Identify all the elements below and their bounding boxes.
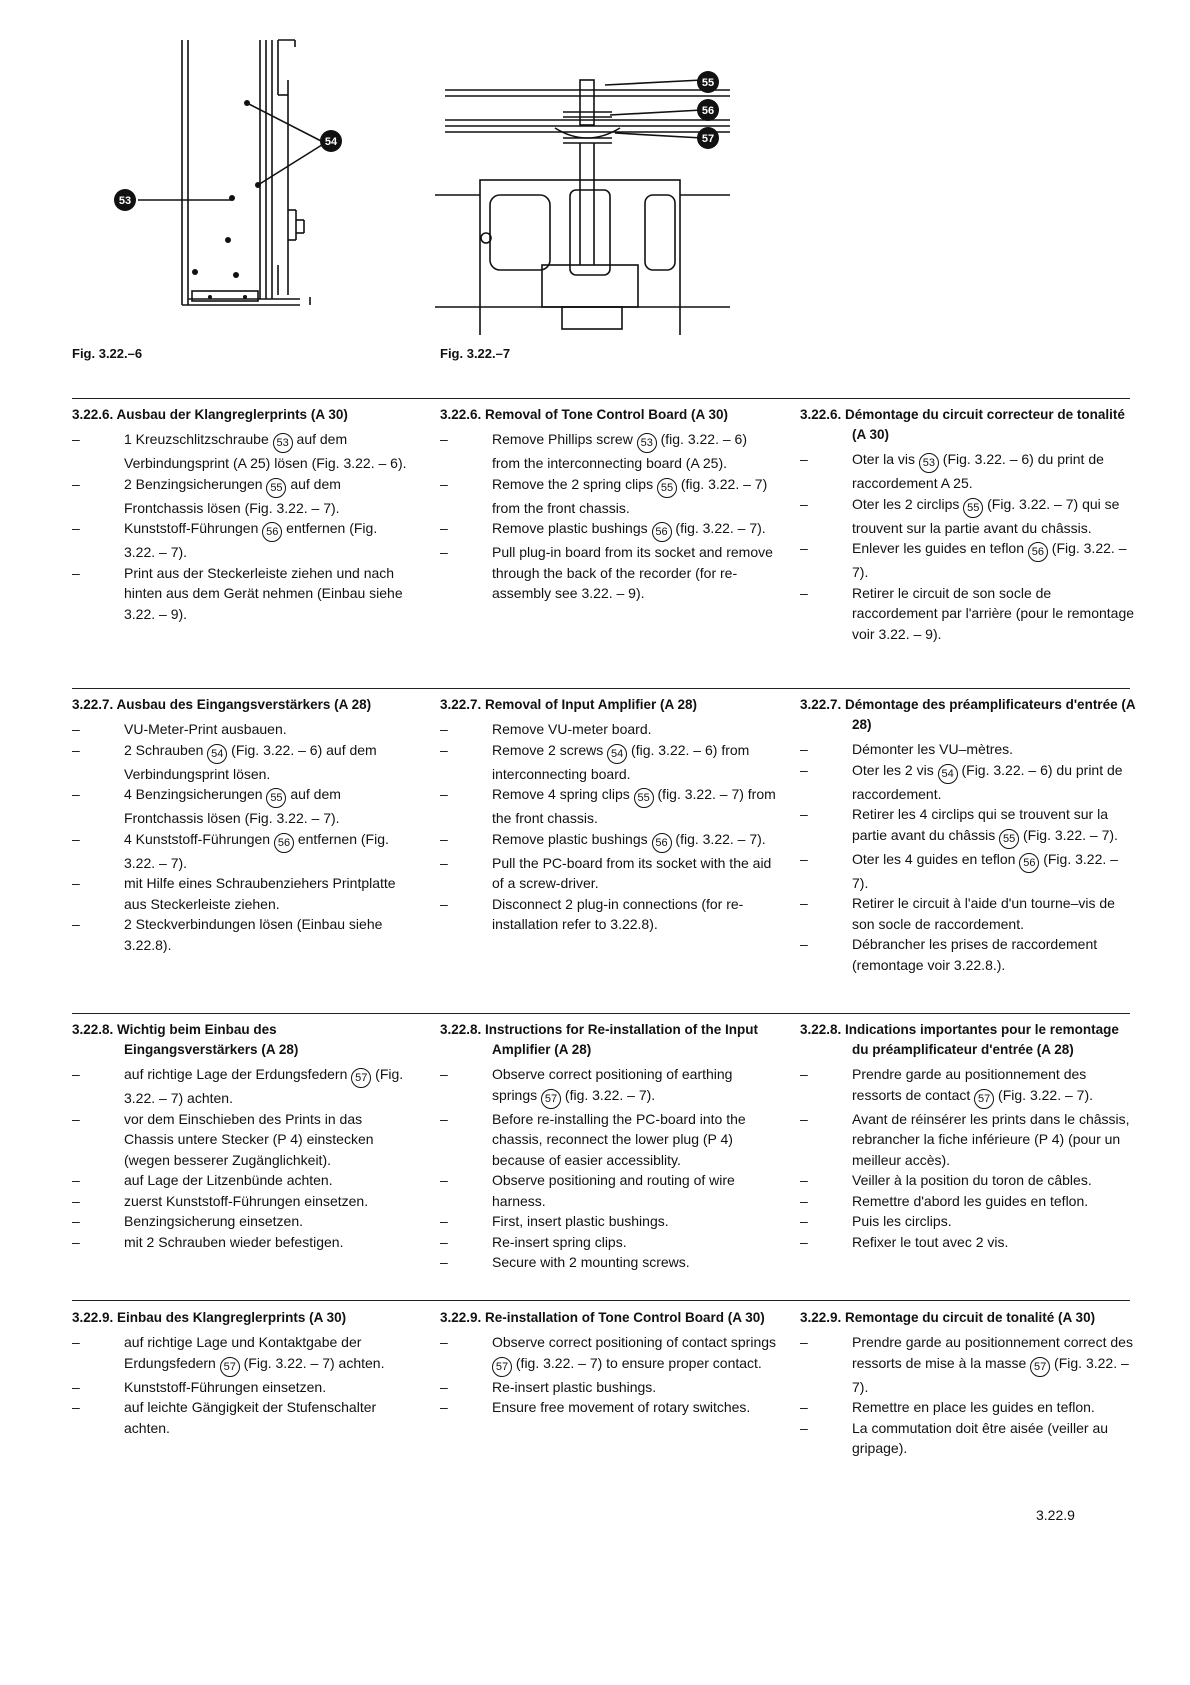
part-ref-badge: 55 — [266, 478, 286, 498]
list-item — [800, 1170, 1138, 1191]
rule-3 — [72, 1013, 1130, 1014]
list-item — [800, 449, 1138, 494]
list-item — [440, 719, 778, 740]
part-ref-badge: 57 — [1030, 1357, 1050, 1377]
bullet-dash: – — [72, 916, 80, 932]
item-text: Re-insert plastic bushings. — [492, 1378, 657, 1395]
item-text: mit Hilfe eines Schraubenziehers Printplatte aus Steckerleiste ziehen. — [124, 875, 396, 912]
callout-55 — [697, 71, 719, 93]
bullet-dash: – — [800, 806, 808, 822]
item-text: Kunststoff-Führungen einsetzen. — [124, 1378, 327, 1395]
svg-text:55: 55 — [701, 77, 715, 89]
bullet-dash: – — [440, 830, 448, 847]
s7-fr — [800, 695, 1138, 975]
item-text: Oter les 2 vis — [852, 761, 938, 778]
list-item — [440, 1377, 778, 1398]
bullet-dash: – — [440, 741, 448, 758]
part-ref-badge: 53 — [273, 433, 293, 453]
callout-56 — [697, 99, 719, 121]
bullet-dash: – — [800, 1066, 808, 1082]
s6-en — [440, 405, 778, 604]
list-item — [440, 740, 778, 785]
s9-en — [440, 1308, 778, 1418]
bullet-dash: – — [72, 1334, 80, 1350]
item-text: Print aus der Steckerleiste ziehen und nach hinten aus dem Gerät nehmen (Einbau siehe 3.22. – 9). — [124, 564, 403, 622]
list-item — [72, 429, 410, 474]
s8-en — [440, 1020, 778, 1273]
list-item — [800, 1211, 1138, 1232]
bullet-dash: – — [800, 1172, 808, 1188]
item-text-cont: entfernen (Fig. 3.22. – 7). — [124, 830, 389, 871]
item-text: Oter les 2 circlips — [852, 495, 964, 512]
list-item — [440, 1397, 778, 1418]
item-text: Observe correct positioning of contact springs — [492, 1334, 777, 1350]
bullet-dash: – — [72, 564, 80, 581]
item-text: Remove plastic bushings — [492, 830, 652, 847]
list-item — [72, 1064, 410, 1109]
bullet-dash: – — [72, 1192, 80, 1209]
s9-de-title: 3.22.9. Einbau des Klangreglerprints (A 30) — [72, 1310, 347, 1325]
list-item — [440, 1170, 778, 1211]
s7-en-title: 3.22.7. Removal of Input Amplifier (A 28) — [440, 697, 698, 712]
bullet-dash: – — [800, 1192, 808, 1209]
item-text-cont: (fig. 3.22. – 7) from the front chassis. — [492, 786, 776, 826]
list-item — [440, 1211, 778, 1232]
bullet-dash: – — [440, 475, 448, 492]
part-ref-badge: 55 — [266, 788, 286, 808]
bullet-dash: – — [72, 741, 80, 758]
s7-fr-title: 3.22.7. Démontage des préamplificateurs d'entrée (A 28) — [800, 697, 1136, 732]
list-item — [440, 1332, 778, 1377]
item-text: Kunststoff-Führungen — [124, 520, 263, 536]
item-text: Remove 2 screws — [492, 741, 608, 758]
item-text-cont: (Fig. 3.22. – 6) auf dem Verbindungsprint lösen. — [124, 741, 377, 782]
item-text: Remove Phillips screw — [492, 431, 637, 447]
list-item — [800, 1232, 1138, 1253]
fig-6-label: Fig. 3.22.–6 — [72, 346, 143, 361]
list-item — [800, 538, 1138, 583]
list-item — [72, 740, 410, 785]
bullet-dash: – — [800, 1110, 808, 1127]
part-ref-badge: 54 — [938, 764, 958, 784]
bullet-dash: – — [440, 1213, 448, 1229]
item-text: Remove plastic bushings — [492, 520, 652, 536]
item-text: 4 Benzingsicherungen — [124, 786, 267, 802]
list-item — [72, 719, 410, 740]
bullet-dash: – — [800, 936, 808, 952]
bullet-dash: – — [72, 1233, 80, 1250]
list-item — [800, 494, 1138, 539]
bullet-dash: – — [72, 786, 80, 802]
s9-fr — [800, 1308, 1138, 1459]
part-ref-badge: 57 — [541, 1089, 561, 1109]
bullet-dash: – — [72, 1172, 80, 1188]
item-text: Secure with 2 mounting screws. — [492, 1254, 690, 1270]
bullet-dash: – — [800, 1233, 808, 1250]
list-item — [440, 829, 778, 853]
item-text-cont: (Fig. 3.22. – 7). — [1019, 826, 1118, 843]
part-ref-badge: 57 — [974, 1089, 994, 1109]
s7-en — [440, 695, 778, 935]
item-text: zuerst Kunststoff-Führungen einsetzen. — [124, 1192, 369, 1209]
item-text: Enlever les guides en teflon — [852, 540, 1028, 556]
list-item — [800, 1418, 1138, 1459]
item-text: mit 2 Schrauben wieder befestigen. — [124, 1233, 344, 1250]
list-item — [800, 1109, 1138, 1171]
list-item — [800, 849, 1138, 894]
item-text: Observe positioning and routing of wire harness. — [492, 1172, 735, 1209]
list-item — [800, 583, 1138, 645]
bullet-dash: – — [800, 1399, 808, 1415]
item-text: auf richtige Lage und Kontaktgabe der Erdungsfedern — [124, 1334, 362, 1371]
bullet-dash: – — [800, 895, 808, 911]
item-text: 4 Kunststoff-Führungen — [124, 830, 274, 847]
bullet-dash: – — [440, 1110, 448, 1127]
bullet-dash: – — [800, 584, 808, 601]
item-text: Benzingsicherung einsetzen. — [124, 1213, 304, 1229]
bullet-dash: – — [440, 1399, 448, 1415]
part-ref-badge: 56 — [652, 522, 672, 542]
bullet-dash: – — [72, 1110, 80, 1127]
bullet-dash: – — [440, 544, 448, 560]
item-text: Veiller à la position du toron de câbles. — [852, 1172, 1092, 1188]
list-item — [800, 1332, 1138, 1397]
list-item — [440, 518, 778, 542]
item-text-cont: auf dem Verbindungsprint (A 25) lösen (Fig. 3.22. – 6). — [124, 431, 407, 471]
list-item — [440, 853, 778, 894]
item-text: Re-insert spring clips. — [492, 1233, 627, 1250]
bullet-dash: – — [440, 854, 448, 871]
item-text: VU-Meter-Print ausbauen. — [124, 721, 287, 737]
bullet-dash: – — [800, 741, 808, 757]
bullet-dash: – — [440, 1172, 448, 1188]
bullet-dash: – — [800, 1334, 808, 1350]
item-text-cont: (fig. 3.22. – 7) to ensure proper contact. — [512, 1354, 762, 1371]
item-text-cont: (Fig. 3.22. – 7). — [852, 850, 1118, 891]
item-text: Disconnect 2 plug-in connections (for re-installation refer to 3.22.8). — [492, 895, 744, 932]
item-text: Oter la vis — [852, 451, 919, 467]
item-text: Remettre d'abord les guides en teflon. — [852, 1192, 1089, 1209]
list-item — [800, 804, 1138, 849]
part-ref-badge: 55 — [657, 478, 677, 498]
bullet-dash: – — [72, 431, 80, 447]
part-ref-badge: 57 — [492, 1357, 512, 1377]
item-text-cont: (fig. 3.22. – 7). — [561, 1086, 656, 1103]
list-item — [72, 873, 410, 914]
svg-text:56: 56 — [701, 105, 715, 117]
bullet-dash: – — [72, 830, 80, 847]
bullet-dash: – — [440, 1334, 448, 1350]
bullet-dash: – — [440, 520, 448, 536]
svg-text:57: 57 — [701, 133, 715, 145]
bullet-dash: – — [800, 850, 808, 867]
rule-2 — [72, 688, 1130, 689]
item-text-cont: (fig. 3.22. – 7). — [671, 830, 766, 847]
list-item — [72, 784, 410, 829]
item-text-cont: (fig. 3.22. – 7) from the front chassis. — [492, 475, 768, 516]
part-ref-badge: 54 — [607, 744, 627, 764]
s6-de-title: 3.22.6. Ausbau der Klangreglerprints (A 30) — [72, 407, 348, 422]
item-text: Prendre garde au positionnement des ressorts de contact — [852, 1066, 1087, 1103]
item-text-cont: (Fig. 3.22. – 6) du print de raccordement A 25. — [852, 451, 1104, 491]
item-text-cont: (fig. 3.22. – 6) from interconnecting board. — [492, 741, 750, 782]
rule-1 — [72, 398, 1130, 399]
item-text-cont: auf dem Frontchassis lösen (Fig. 3.22. – 7). — [124, 786, 341, 826]
bullet-dash: – — [72, 475, 80, 492]
item-text: Retirer les 4 circlips qui se trouvent sur la partie avant du châssis — [852, 806, 1108, 843]
s6-de — [72, 405, 410, 624]
item-text: 2 Schrauben — [124, 741, 208, 758]
part-ref-badge: 56 — [1028, 542, 1048, 562]
item-text: 2 Benzingsicherungen — [124, 475, 267, 492]
item-text: Remove VU-meter board. — [492, 721, 652, 737]
item-text-cont: entfernen (Fig. 3.22. – 7). — [124, 520, 378, 560]
item-text: Prendre garde au positionnement correct des ressorts de mise à la masse — [852, 1334, 1133, 1371]
callout-54 — [320, 130, 342, 152]
bullet-dash: – — [800, 1419, 808, 1436]
item-text: Retirer le circuit à l'aide d'un tourne–vis de son socle de raccordement. — [852, 895, 1115, 932]
list-item — [440, 1252, 778, 1273]
bullet-dash: – — [800, 1213, 808, 1229]
list-item — [440, 474, 778, 519]
bullet-dash: – — [72, 721, 80, 737]
item-text-cont: auf dem Frontchassis lösen (Fig. 3.22. – 7). — [124, 475, 341, 516]
part-ref-badge: 55 — [963, 498, 983, 518]
s8-fr-title: 3.22.8. Indications importantes pour le remontage du préamplificateur d'entrée (A 28) — [800, 1022, 1119, 1057]
bullet-dash: – — [72, 1213, 80, 1229]
item-text: Puis les circlips. — [852, 1213, 952, 1229]
s7-de — [72, 695, 410, 955]
callout-53 — [114, 189, 136, 211]
item-text: Observe correct positioning of earthing springs — [492, 1066, 733, 1103]
bullet-dash: – — [440, 1233, 448, 1250]
list-item — [72, 1377, 410, 1398]
bullet-dash: – — [440, 721, 448, 737]
svg-text:54: 54 — [324, 136, 338, 148]
bullet-dash: – — [800, 540, 808, 556]
bullet-dash: – — [440, 431, 448, 447]
part-ref-badge: 53 — [637, 433, 657, 453]
item-text: auf leichte Gängigkeit der Stufenschalter achten. — [124, 1399, 377, 1436]
bullet-dash: – — [440, 1254, 448, 1270]
s8-fr — [800, 1020, 1138, 1252]
item-text: First, insert plastic bushings. — [492, 1213, 669, 1229]
list-item — [72, 829, 410, 874]
figure-3-22-7 — [420, 70, 790, 335]
list-item — [440, 542, 778, 604]
item-text: Remove 4 spring clips — [492, 786, 634, 802]
rule-4 — [72, 1300, 1130, 1301]
list-item — [800, 1397, 1138, 1418]
s8-de — [72, 1020, 410, 1252]
part-ref-badge: 57 — [351, 1068, 371, 1088]
item-text: Oter les 4 guides en teflon — [852, 850, 1020, 867]
bullet-dash: – — [72, 1066, 80, 1082]
s6-fr-title: 3.22.6. Démontage du circuit correcteur de tonalité (A 30) — [800, 407, 1125, 442]
item-text-cont: (Fig. 3.22. – 7). — [852, 1354, 1129, 1395]
list-item — [72, 1191, 410, 1212]
list-item — [800, 1064, 1138, 1109]
item-text: Retirer le circuit de son socle de raccordement par l'arrière (pour le remontage voir 3.22. – 9). — [852, 584, 1135, 642]
bullet-dash: – — [72, 520, 80, 536]
item-text: Ensure free movement of rotary switches. — [492, 1399, 751, 1415]
list-item — [800, 934, 1138, 975]
list-item — [72, 518, 410, 563]
list-item — [440, 784, 778, 829]
part-ref-badge: 55 — [999, 829, 1019, 849]
part-ref-badge: 54 — [207, 744, 227, 764]
part-ref-badge: 56 — [262, 522, 282, 542]
item-text: Avant de réinsérer les prints dans le châssis, rebrancher la fiche inférieure (P 4) (pour un meilleur accès). — [852, 1110, 1130, 1168]
list-item — [72, 1332, 410, 1377]
bullet-dash: – — [800, 495, 808, 512]
item-text-cont: (fig. 3.22. – 7). — [671, 520, 766, 536]
item-text-cont: (Fig. 3.22. – 7) achten. — [239, 1354, 385, 1371]
bullet-dash: – — [800, 451, 808, 467]
part-ref-badge: 53 — [919, 453, 939, 473]
s9-fr-title: 3.22.9. Remontage du circuit de tonalité (A 30) — [800, 1310, 1096, 1325]
item-text: Pull plug-in board from its socket and remove through the back of the recorder (for re-assembly see 3.22. – 9). — [492, 544, 773, 601]
list-item — [72, 563, 410, 625]
part-ref-badge: 57 — [220, 1357, 240, 1377]
svg-text:53: 53 — [118, 195, 132, 207]
s8-en-title: 3.22.8. Instructions for Re-installation of the Input Amplifier (A 28) — [440, 1022, 759, 1057]
item-text-cont: (Fig. 3.22. – 7) qui se trouvent sur la partie avant du châssis. — [852, 495, 1120, 536]
s7-de-title: 3.22.7. Ausbau des Eingangsverstärkers (A 28) — [72, 697, 372, 712]
item-text: 2 Steckverbindungen lösen (Einbau siehe 3.22.8). — [124, 916, 383, 953]
list-item — [440, 1232, 778, 1253]
item-text: Démonter les VU–mètres. — [852, 741, 1014, 757]
list-item — [440, 1109, 778, 1171]
item-text-cont: (Fig. 3.22. – 7) achten. — [124, 1066, 404, 1106]
item-text: La commutation doit être aisée (veiller au gripage). — [852, 1419, 1109, 1456]
s9-en-title: 3.22.9. Re-installation of Tone Control Board (A 30) — [440, 1310, 765, 1325]
s6-fr — [800, 405, 1138, 644]
list-item — [440, 429, 778, 474]
bullet-dash: – — [440, 786, 448, 802]
list-item — [72, 474, 410, 519]
figure-3-22-6 — [110, 35, 370, 310]
bullet-dash: – — [800, 761, 808, 778]
list-item — [800, 760, 1138, 805]
item-text: auf Lage der Litzenbünde achten. — [124, 1172, 333, 1188]
list-item — [72, 1232, 410, 1253]
s8-de-title: 3.22.8. Wichtig beim Einbau des Eingangsverstärkers (A 28) — [72, 1022, 299, 1057]
s9-de — [72, 1308, 410, 1438]
callout-57 — [697, 127, 719, 149]
list-item — [72, 1211, 410, 1232]
list-item — [440, 1064, 778, 1109]
fig-7-label: Fig. 3.22.–7 — [440, 346, 511, 361]
list-item — [800, 1191, 1138, 1212]
item-text-cont: (Fig. 3.22. – 6) du print de raccordement. — [852, 761, 1123, 802]
bullet-dash: – — [440, 895, 448, 912]
item-text: Before re-installing the PC-board into the chassis, reconnect the lower plug (P 4) because of easier accessiblity. — [492, 1110, 746, 1168]
list-item — [440, 894, 778, 935]
list-item — [72, 1109, 410, 1171]
list-item — [72, 1397, 410, 1438]
item-text-cont: (Fig. 3.22. – 7). — [852, 540, 1127, 580]
item-text: 1 Kreuzschlitzschraube — [124, 431, 273, 447]
bullet-dash: – — [72, 1399, 80, 1415]
page-number: 3.22.9 — [1036, 1507, 1075, 1523]
s6-en-title: 3.22.6. Removal of Tone Control Board (A 30) — [440, 407, 729, 422]
part-ref-badge: 56 — [274, 833, 294, 853]
item-text: Remettre en place les guides en teflon. — [852, 1399, 1095, 1415]
item-text: Pull the PC-board from its socket with the aid of a screw-driver. — [492, 854, 772, 891]
item-text: Remove the 2 spring clips — [492, 475, 657, 492]
part-ref-badge: 55 — [634, 788, 654, 808]
bullet-dash: – — [72, 875, 80, 891]
list-item — [800, 893, 1138, 934]
item-text: vor dem Einschieben des Prints in das Chassis untere Stecker (P 4) einstecken (wegen besserer Zugänglichkeit). — [124, 1110, 374, 1168]
item-text: auf richtige Lage der Erdungsfedern — [124, 1066, 352, 1082]
bullet-dash: – — [72, 1378, 80, 1395]
part-ref-badge: 56 — [652, 833, 672, 853]
item-text: Refixer le tout avec 2 vis. — [852, 1233, 1009, 1250]
item-text: Débrancher les prises de raccordement (remontage voir 3.22.8.). — [852, 936, 1098, 973]
item-text-cont: (Fig. 3.22. – 7). — [994, 1086, 1093, 1103]
list-item — [800, 739, 1138, 760]
item-text-cont: (fig. 3.22. – 6) from the interconnecting board (A 25). — [492, 431, 747, 471]
list-item — [72, 1170, 410, 1191]
part-ref-badge: 56 — [1019, 853, 1039, 873]
bullet-dash: – — [440, 1378, 448, 1395]
bullet-dash: – — [440, 1066, 448, 1082]
list-item — [72, 914, 410, 955]
